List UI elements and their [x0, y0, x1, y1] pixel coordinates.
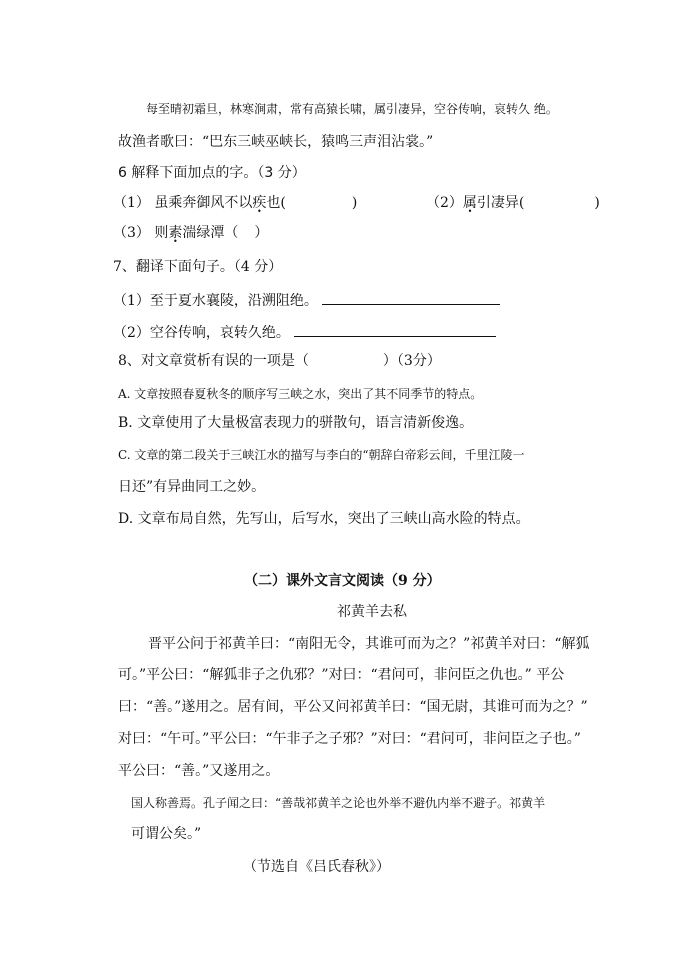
question-8-option-d: D. 文章布局自然，先写山，后写水，突出了三峡山高水险的特点。: [118, 511, 530, 527]
passage-source: （节选自《吕氏春秋》）: [243, 859, 390, 875]
question-7-item-1: [113, 290, 500, 310]
question-7-stem: 7、翻译下面句子。（4 分）: [113, 259, 283, 275]
section-heading: （二）课外文言文阅读（9 分）: [244, 573, 441, 589]
answer-line[interactable]: [322, 290, 500, 305]
question-8-option-b: B. 文章使用了大量极富表现力的骈散句，语言清新俊逸。: [118, 415, 474, 431]
passage-line-2: 故渔者歌曰：“巴东三峡巫峡长，猿鸣三声泪沾裳。”: [118, 134, 434, 150]
passage-para-1-line-5: 平公曰：“善。”又遂用之。: [118, 763, 280, 779]
item-label: （2）: [426, 195, 463, 211]
question-8-stem: [118, 352, 441, 370]
passage-line-1: 每至晴初霜旦，林寒涧肃，常有高猿长啸，属引凄异，空谷传响，哀转久 绝。: [146, 102, 558, 116]
stem-text: ）（3分）: [382, 353, 441, 369]
item-text: 则: [149, 225, 169, 241]
item-text: ): [351, 195, 358, 211]
emphasized-char: 疾: [252, 195, 267, 211]
passage-para-1-line-4: 对曰：“午可。”平公曰：“午非子之子邪？”对曰：“君问可，非问臣之子也。”: [118, 731, 581, 747]
answer-line[interactable]: [294, 322, 496, 337]
question-6-item-3: [113, 224, 268, 242]
item-text: 湍绿潭（: [182, 225, 239, 241]
question-8-option-c-line-1: C. 文章的第二段关于三峡江水的描写与李白的“朝辞白帝彩云间，千里江陵一: [118, 448, 525, 462]
passage-title: 祁黄羊去私: [337, 604, 407, 620]
passage-para-1-line-2: 可。”平公曰：“解狐非子之仇邪？”对曰：“君问可，非问臣之仇也。” 平公: [118, 667, 565, 683]
question-8-option-a: A. 文章按照春夏秋冬的顺序写三峡之水，突出了其不同季节的特点。: [118, 387, 483, 401]
passage-para-2-line-2: 可谓公矣。”: [131, 826, 202, 842]
emphasized-char: 属: [462, 195, 477, 211]
item-text: （2）空谷传响，哀转久绝。: [113, 325, 290, 341]
item-text: ): [594, 195, 600, 211]
passage-para-1-line-3: 曰：“善。”遂用之。居有间，平公又问祁黄羊曰：“国无尉，其谁可而为之？”: [118, 699, 588, 715]
emphasized-char: 素: [168, 225, 183, 241]
question-7-item-2: [113, 322, 496, 342]
passage-para-2-line-1: 国人称善焉。孔子闻之曰：“善哉祁黄羊之论也外举不避仇内举不避子。祁黄羊: [131, 796, 546, 810]
item-text: 引凄异(: [476, 195, 525, 211]
passage-para-1-line-1: 晋平公问于祁黄羊曰：“南阳无令，其谁可而为之？”祁黄羊对曰：“解狐: [148, 636, 590, 652]
stem-text: 8、对文章赏析有误的一项是（: [118, 353, 309, 369]
question-8-option-c-line-2: 日还”有异曲同工之妙。: [118, 479, 266, 495]
question-6-item-1: [113, 194, 357, 212]
item-text: 也(: [266, 195, 286, 211]
question-6-stem: 6 解释下面加点的字。（3 分）: [118, 165, 306, 181]
item-text: ）: [254, 225, 269, 241]
item-text: 虽乘奔御风不以: [149, 195, 253, 211]
item-label: （1）: [113, 195, 150, 211]
item-text: （1）至于夏水襄陵，沿溯阻绝。: [113, 293, 318, 309]
item-label: （3）: [113, 225, 150, 241]
question-6-item-2: [426, 194, 600, 212]
